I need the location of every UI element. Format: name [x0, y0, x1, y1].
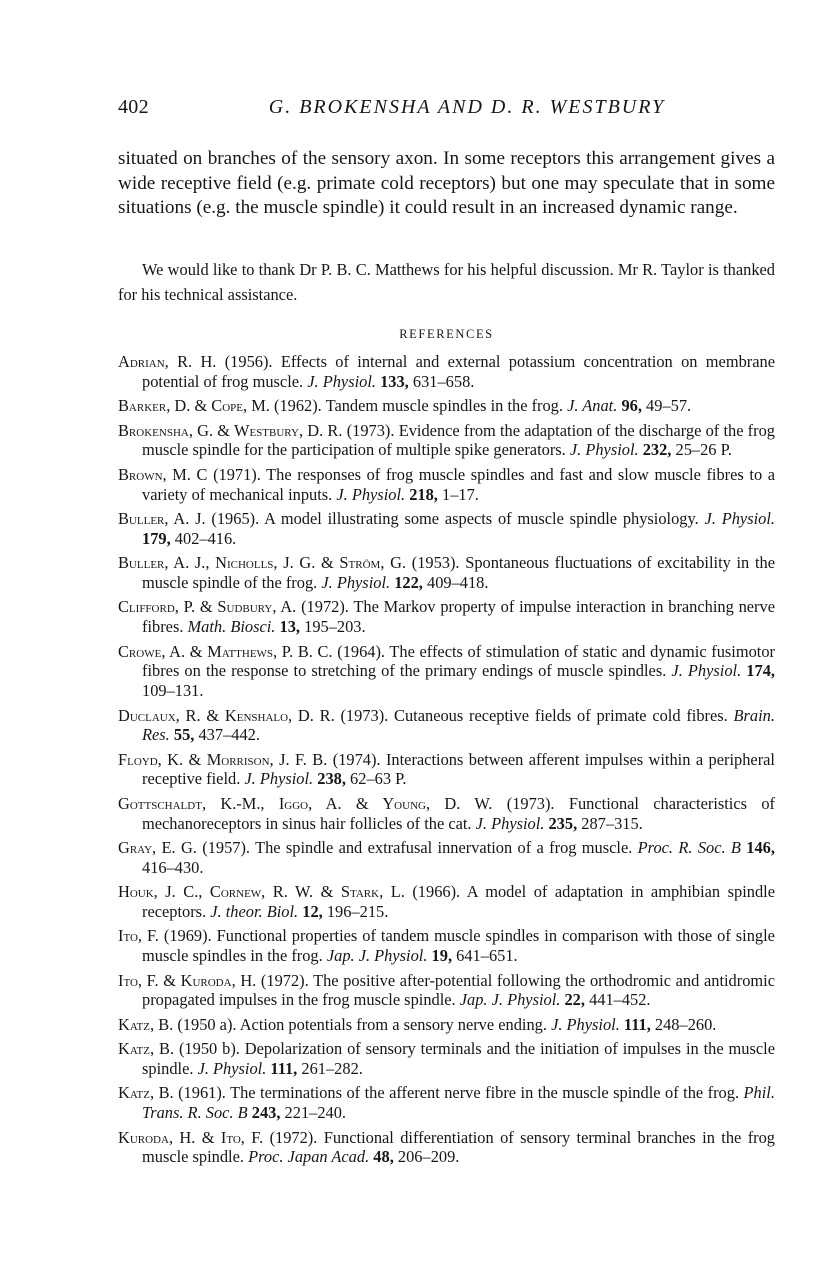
reference-year: (1973).	[506, 793, 555, 813]
reference-journal: J. theor. Biol.	[210, 902, 299, 922]
reference-title: Action potentials from a sensory nerve ending.	[239, 1014, 547, 1034]
reference-authors: Ito, F. & Kuroda, H.	[118, 970, 257, 990]
reference-title: Depolarization of sensory terminals and the initiation of impulses in the muscle spindle.	[142, 1039, 775, 1078]
reference-title: Functional properties of tandem muscle spindles in comparison with those of single muscle spindles in the frog.	[142, 926, 775, 966]
reference-item	[118, 706, 775, 746]
reference-journal: Jap. J. Physiol.	[326, 946, 428, 966]
reference-volume: 111,	[623, 1014, 651, 1034]
body-paragraph: situated on branches of the sensory axon. In some receptors this arrangement gives a wide receptive field (e.g. primate cold receptors) but one may speculate that in some situations (e.g. the muscle spindle) it could result in an increased dynamic range.	[118, 148, 775, 219]
reference-year: (1953).	[411, 553, 460, 573]
reference-pages: 62–63 P.	[350, 769, 407, 789]
reference-volume: 174,	[746, 661, 775, 681]
reference-journal: J. Physiol.	[336, 484, 406, 504]
reference-item	[118, 1015, 775, 1035]
page-header	[118, 92, 778, 122]
reference-item	[118, 794, 775, 834]
reference-journal: Jap. J. Physiol.	[459, 990, 561, 1010]
reference-title: The terminations of the afferent nerve fibre in the muscle spindle of the frog.	[230, 1083, 740, 1103]
reference-pages: 402–416.	[174, 528, 237, 548]
reference-authors: Brown, M. C	[118, 464, 208, 484]
reference-year: (1969).	[163, 926, 212, 946]
reference-pages: 416–430.	[142, 857, 204, 877]
reference-pages: 221–240.	[284, 1103, 347, 1123]
reference-list	[118, 352, 775, 1172]
reference-pages: 641–651.	[456, 946, 518, 966]
reference-volume: 19,	[431, 946, 453, 966]
reference-volume: 22,	[564, 990, 585, 1010]
reference-volume: 96,	[621, 396, 642, 416]
reference-title: The effects of stimulation of static and dynamic fusimotor fibres on the response to stretching of the primary endings of muscle spindles.	[142, 641, 775, 681]
reference-title: Functional differentiation of sensory terminal branches in the frog muscle spindle.	[142, 1127, 776, 1167]
reference-title: A model illustrating some aspects of muscle spindle physiology.	[264, 508, 699, 528]
reference-volume: 146,	[746, 838, 775, 858]
reference-journal: J. Physiol.	[551, 1014, 620, 1034]
reference-item	[118, 1083, 775, 1123]
reference-authors: Buller, A. J.	[118, 508, 206, 528]
reference-year: (1950 b).	[178, 1039, 240, 1059]
reference-journal: J. Physiol.	[475, 813, 545, 833]
reference-volume: 232,	[642, 440, 672, 460]
reference-item	[118, 553, 775, 593]
reference-authors: Houk, J. C., Cornew, R. W. & Stark, L.	[118, 882, 405, 902]
reference-pages: 248–260.	[654, 1014, 717, 1034]
reference-title: The spindle and extrafusal innervation of a frog muscle.	[255, 838, 633, 858]
reference-item	[118, 750, 775, 790]
reference-item	[118, 1039, 775, 1079]
reference-item	[118, 642, 775, 701]
reference-item	[118, 352, 775, 392]
reference-journal: J. Physiol.	[321, 572, 391, 592]
reference-pages: 409–418.	[427, 572, 489, 592]
reference-title: The Markov property of impulse interaction in branching nerve fibres.	[142, 597, 775, 637]
reference-title: Spontaneous fluctuations of excitability in the muscle spindle of the frog.	[142, 553, 775, 592]
acknowledgement: We would like to thank Dr P. B. C. Matthews for his helpful discussion. Mr R. Taylor is thanked for his technical assistance.	[118, 260, 775, 304]
reference-authors: Clifford, P. & Sudbury, A.	[118, 597, 297, 617]
reference-volume: 218,	[409, 484, 438, 504]
reference-authors: Katz, B.	[118, 1083, 174, 1103]
reference-journal: Brain. Res.	[142, 705, 775, 745]
reference-volume: 235,	[548, 813, 578, 833]
reference-journal: Proc. Japan Acad.	[248, 1147, 370, 1167]
reference-journal: J. Physiol.	[671, 661, 742, 681]
reference-volume: 12,	[302, 902, 323, 922]
reference-title: Functional characteristics of mechanoreceptors in sinus hair follicles of the cat.	[142, 793, 775, 833]
reference-authors: Floyd, K. & Morrison, J. F. B.	[118, 749, 328, 769]
reference-item	[118, 838, 775, 878]
reference-title: Tandem muscle spindles in the frog.	[325, 396, 563, 416]
reference-authors: Barker, D. & Cope, M.	[118, 396, 270, 416]
reference-year: (1961).	[178, 1083, 226, 1103]
reference-authors: Kuroda, H. & Ito, F.	[118, 1127, 264, 1147]
reference-authors: Gray, E. G.	[118, 838, 197, 858]
reference-journal: J. Anat.	[567, 396, 618, 416]
reference-volume: 13,	[279, 617, 301, 637]
reference-authors: Duclaux, R. & Kenshalo, D. R.	[118, 705, 335, 725]
reference-volume: 55,	[173, 725, 195, 745]
reference-item	[118, 597, 775, 637]
reference-pages: 109–131.	[142, 681, 204, 701]
reference-journal: Phil. Trans. R. Soc. B	[142, 1083, 775, 1123]
reference-year: (1957).	[202, 838, 251, 858]
reference-authors: Gottschaldt, K.-M., Iggo, A. & Young, D. W.	[118, 793, 493, 813]
reference-journal: J. Physiol.	[197, 1059, 267, 1078]
reference-title: A model of adaptation in amphibian spindle receptors.	[142, 882, 775, 922]
reference-item	[118, 1128, 775, 1168]
reference-title: Interactions between afferent impulses within a peripheral receptive field.	[142, 749, 775, 789]
reference-item	[118, 421, 775, 461]
reference-journal: Proc. R. Soc. B	[637, 838, 741, 858]
reference-year: (1964).	[337, 641, 386, 661]
reference-year: (1973).	[346, 420, 395, 440]
reference-item	[118, 971, 775, 1011]
reference-journal: Math. Biosci.	[187, 617, 276, 637]
reference-title: The positive after-potential following the orthodromic and antidromic propagated impulses in the frog muscle spindle.	[142, 970, 775, 1010]
reference-journal: J. Physiol.	[704, 508, 775, 528]
reference-item	[118, 465, 775, 505]
reference-volume: 238,	[317, 769, 346, 789]
reference-authors: Buller, A. J., Nicholls, J. G. & Ström, G.	[118, 553, 407, 573]
reference-authors: Brokensha, G. & Westbury, D. R.	[118, 420, 343, 440]
reference-year: (1965).	[211, 508, 260, 528]
reference-volume: 111,	[270, 1059, 298, 1078]
page-number: 402	[118, 96, 149, 118]
reference-volume: 48,	[373, 1147, 394, 1167]
reference-pages: 49–57.	[646, 396, 692, 416]
reference-year: (1956).	[224, 352, 273, 371]
reference-year: (1971).	[213, 464, 261, 484]
reference-pages: 25–26 P.	[675, 440, 732, 460]
reference-year: (1962).	[273, 396, 322, 416]
reference-item	[118, 509, 775, 549]
reference-pages: 441–452.	[589, 990, 651, 1010]
reference-title: Effects of internal and external potassium concentration on membrane potential of frog muscle.	[142, 352, 775, 391]
reference-pages: 631–658.	[412, 371, 475, 391]
reference-pages: 1–17.	[442, 484, 479, 504]
reference-journal: J. Physiol.	[244, 769, 314, 789]
reference-pages: 196–215.	[326, 902, 389, 922]
reference-title: Cutaneous receptive fields of primate cold fibres.	[394, 705, 728, 725]
reference-volume: 243,	[251, 1103, 281, 1123]
reference-journal: J. Physiol.	[307, 371, 376, 391]
reference-pages: 195–203.	[304, 617, 366, 637]
reference-year: (1966).	[412, 882, 461, 902]
reference-item	[118, 396, 775, 416]
reference-pages: 437–442.	[198, 725, 260, 745]
references-heading: REFERENCES	[399, 327, 494, 341]
reference-authors: Ito, F.	[118, 926, 159, 946]
reference-volume: 133,	[380, 371, 409, 391]
reference-pages: 287–315.	[581, 813, 643, 833]
reference-year: (1974).	[332, 749, 381, 769]
reference-year: (1973).	[340, 705, 389, 725]
reference-year: (1972).	[269, 1127, 318, 1147]
reference-volume: 122,	[394, 572, 423, 592]
running-head: G. BROKENSHA AND D. R. WESTBURY	[268, 96, 666, 118]
reference-volume: 179,	[142, 528, 171, 548]
reference-authors: Katz, B.	[118, 1039, 175, 1059]
reference-item	[118, 882, 775, 922]
reference-pages: 261–282.	[301, 1059, 363, 1078]
reference-authors: Crowe, A. & Matthews, P. B. C.	[118, 641, 333, 661]
reference-authors: Katz, B.	[118, 1014, 174, 1034]
reference-title: The responses of frog muscle spindles and fast and slow muscle fibres to a variety of mechanical inputs.	[142, 464, 776, 504]
reference-title: Evidence from the adaptation of the discharge of the frog muscle spindle for the participation of multiple spike generators.	[142, 420, 775, 460]
reference-journal: J. Physiol.	[569, 440, 639, 460]
reference-authors: Adrian, R. H.	[118, 352, 217, 371]
reference-pages: 206–209.	[397, 1147, 460, 1167]
reference-item	[118, 926, 775, 966]
reference-year: (1972).	[301, 597, 349, 617]
reference-year: (1950 a).	[177, 1014, 237, 1034]
reference-year: (1972).	[260, 970, 309, 990]
